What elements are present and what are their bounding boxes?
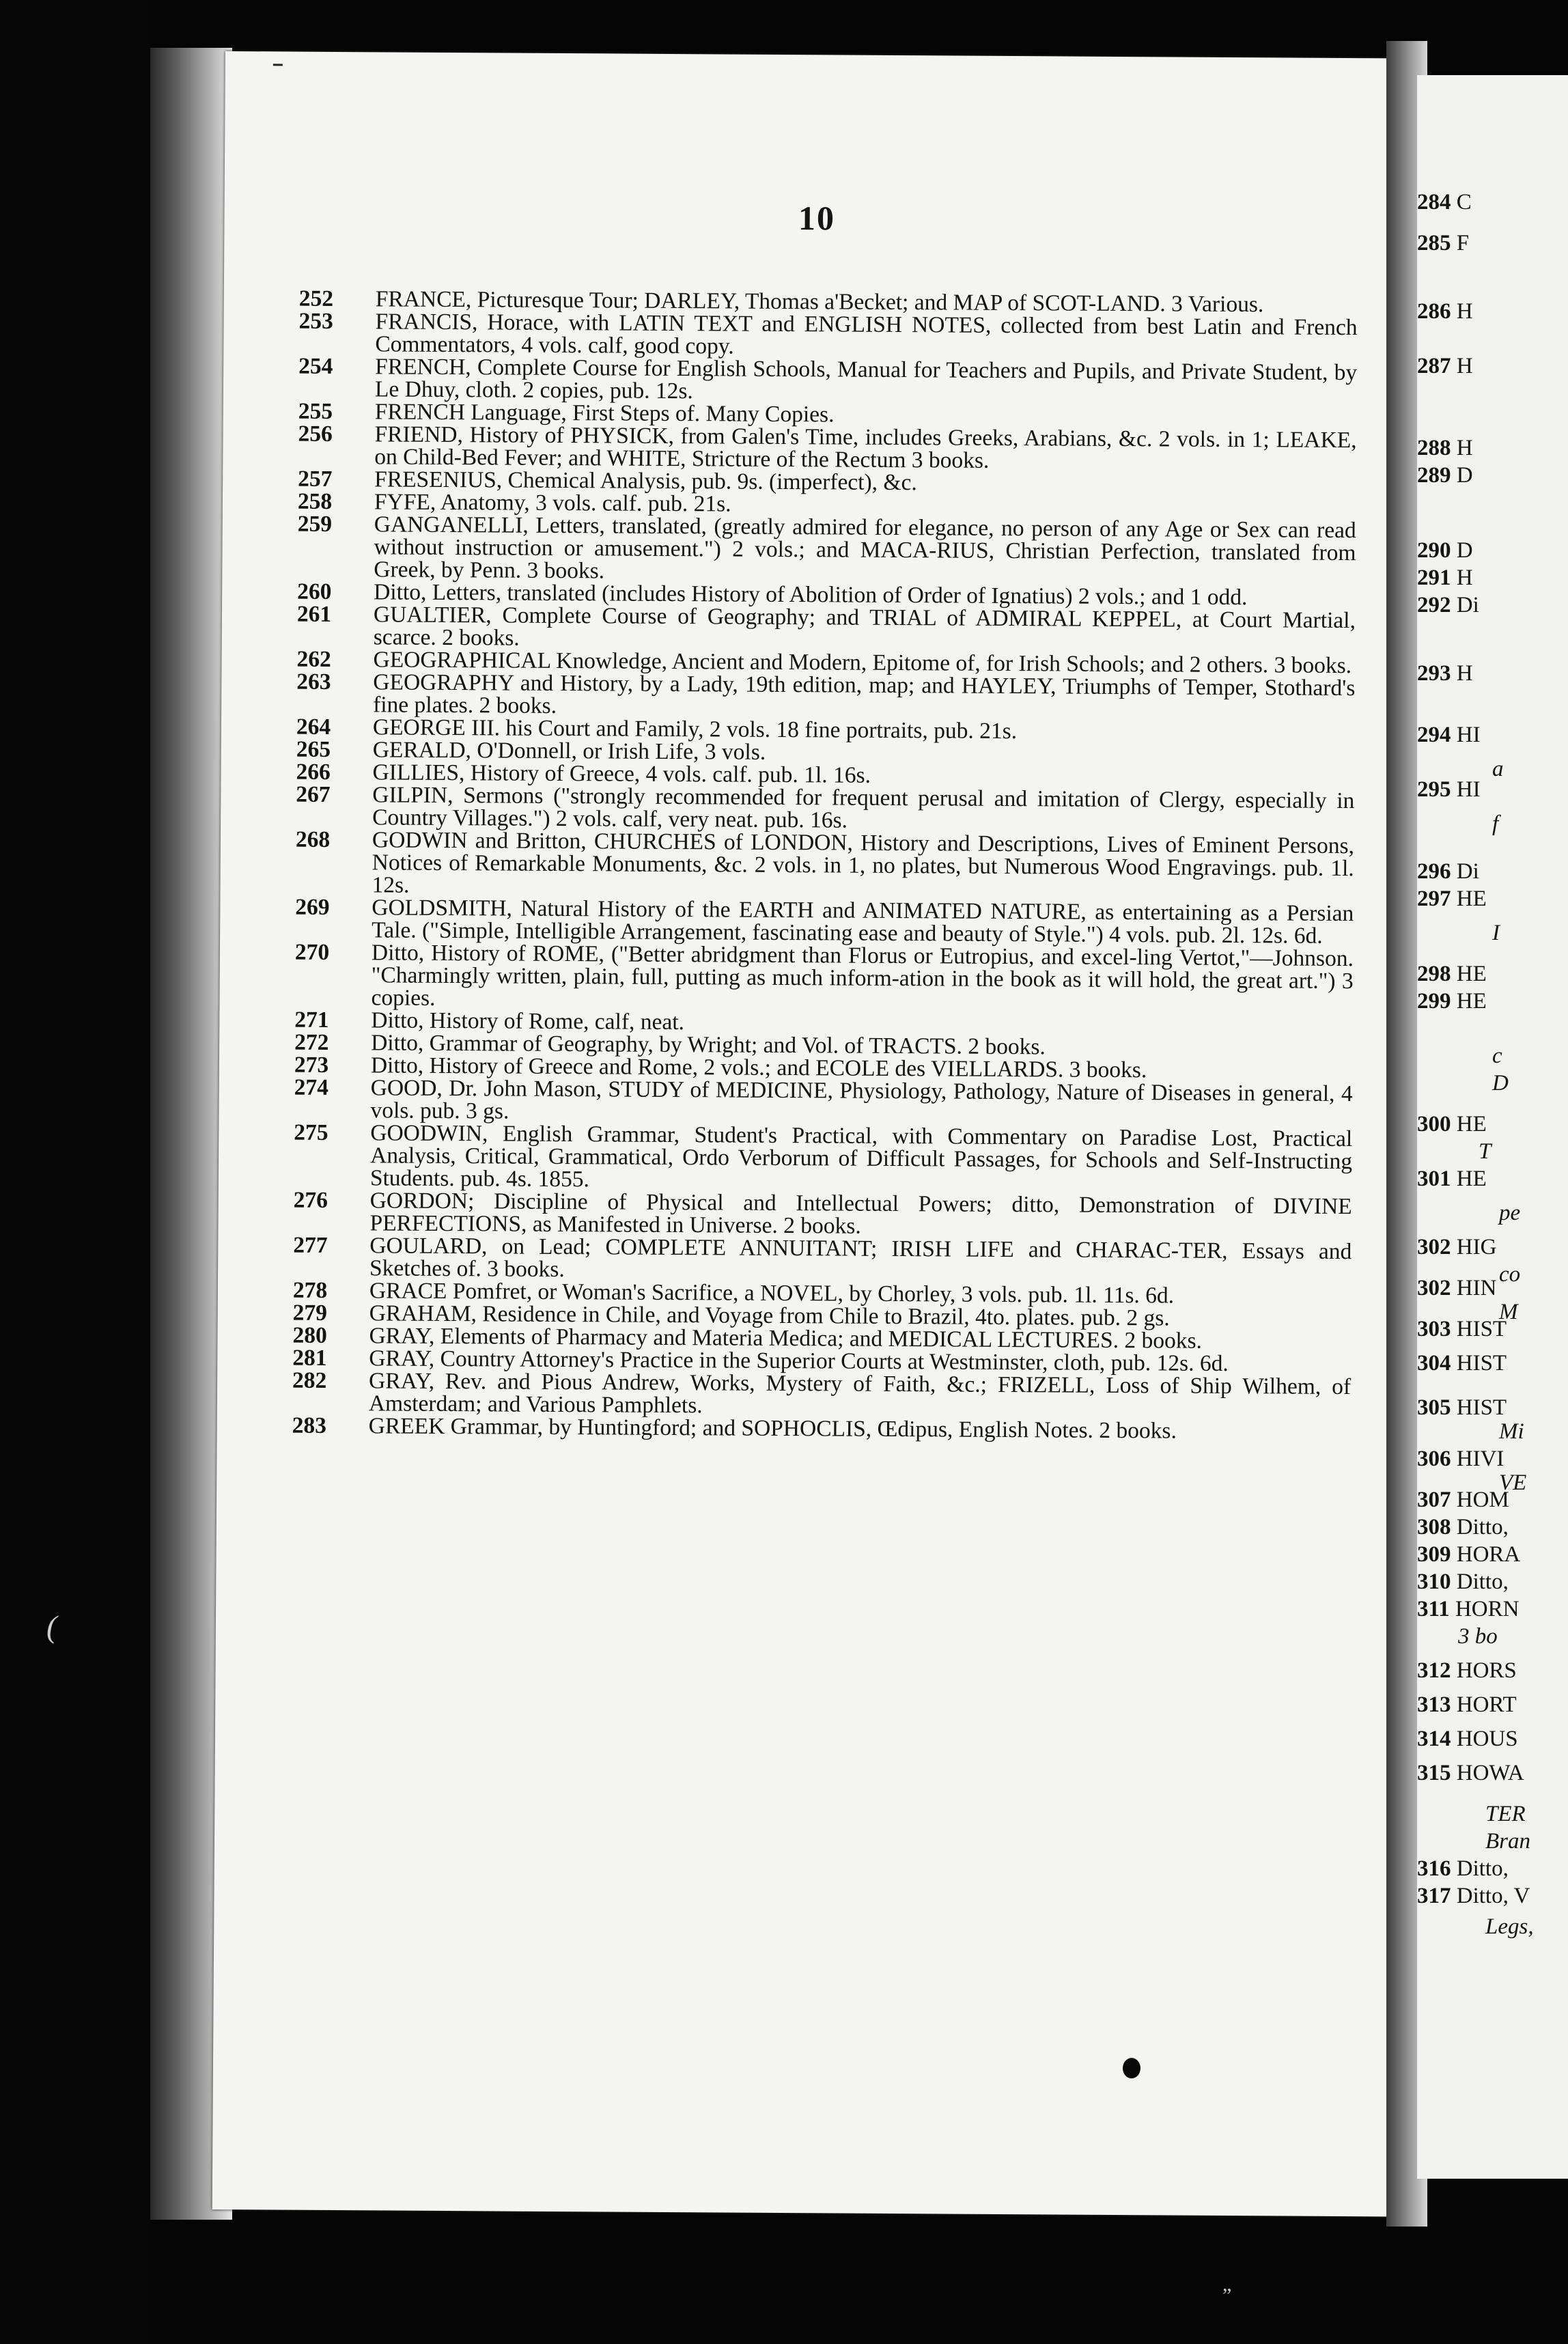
facing-entry-text: Di: [1456, 859, 1479, 884]
entry-text: GRAY, Elements of Pharmacy and Materia Medica; and MEDICAL LECTURES. 2 books.: [369, 1323, 1203, 1354]
facing-continuation-fragment: a: [1492, 757, 1504, 781]
facing-entry-number: 298: [1417, 962, 1451, 986]
entry-number: 281: [292, 1345, 327, 1371]
facing-entry: [1417, 540, 1473, 562]
facing-entry-number: 304: [1417, 1351, 1451, 1376]
entry-number: 254: [298, 353, 333, 379]
facing-entry-text: Ditto,: [1456, 1569, 1509, 1594]
entry-text: Ditto, History of Greece and Rome, 2 vols.; and ECOLE des VIELLARDS. 3 books.: [370, 1052, 1147, 1083]
facing-entry-number: 309: [1417, 1542, 1451, 1567]
catalogue-entry: [296, 783, 1354, 835]
catalogue-entry: [297, 513, 1356, 587]
facing-entry-text: HIST: [1456, 1317, 1507, 1341]
facing-entry: [1417, 1762, 1524, 1785]
entry-number: 279: [292, 1300, 328, 1326]
facing-continuation-fragment: f: [1492, 811, 1499, 836]
facing-page-fragment: [1417, 75, 1568, 2179]
facing-entry: [1417, 1277, 1496, 1300]
facing-entry: [1417, 437, 1473, 460]
facing-entry: [1417, 1236, 1496, 1259]
entry-number: 270: [294, 939, 330, 965]
facing-entry-text: F: [1456, 231, 1470, 255]
entry-number: 271: [294, 1007, 329, 1033]
facing-entry: [1417, 1885, 1530, 1908]
facing-entry: [1417, 594, 1479, 617]
facing-entry: [1417, 1694, 1517, 1716]
facing-continuation-fragment: Mi: [1499, 1419, 1524, 1444]
facing-entry: [1417, 191, 1472, 214]
facing-entry-number: 295: [1417, 777, 1451, 802]
entry-number: 273: [294, 1052, 329, 1078]
entry-number: 268: [295, 826, 331, 852]
facing-entry: [1417, 724, 1481, 747]
facing-entry: [1417, 1598, 1519, 1621]
facing-entry-number: 287: [1417, 354, 1451, 378]
catalogue-entry: [298, 355, 1357, 406]
entry-text: GODWIN and Britton, CHURCHES of LONDON, History and Descriptions, Lives of Eminent Persons, Notices of Remarkable Monuments, &c. 2 vols. in 1, no plates, but Numerous Wood Engravings. pub. 1l. 12s.: [372, 827, 1355, 898]
entry-number: 272: [294, 1029, 329, 1055]
entry-text: GUALTIER, Complete Course of Geography; and TRIAL of ADMIRAL KEPPEL, at Court Martial, scarce. 2 books.: [373, 602, 1356, 651]
facing-entry-number: 308: [1417, 1515, 1451, 1539]
catalogue-entry: [293, 1234, 1352, 1285]
facing-entry-number: 317: [1417, 1884, 1451, 1908]
catalogue-entry: [294, 1121, 1353, 1195]
entry-number: 283: [292, 1412, 327, 1438]
facing-entry-number: 288: [1417, 436, 1451, 460]
entry-number: 261: [296, 601, 332, 627]
facing-entry: [1417, 567, 1473, 589]
facing-entry-text: Ditto,: [1456, 1515, 1509, 1539]
entry-number: 269: [295, 894, 330, 920]
entry-text: FYFE, Anatomy, 3 vols. calf. pub. 21s.: [374, 489, 731, 517]
facing-entry-text: HI: [1456, 777, 1481, 802]
entry-text: GRAHAM, Residence in Chile, and Voyage from Chile to Brazil, 4to. plates. pub. 2 gs.: [369, 1300, 1170, 1331]
facing-entry-text: H: [1456, 436, 1473, 460]
facing-entry: [1417, 888, 1487, 910]
facing-entry: [1417, 464, 1473, 487]
entry-number: 275: [294, 1119, 328, 1145]
entry-text: GOOD, Dr. John Mason, STUDY of MEDICINE, Physiology, Pathology, Nature of Diseases in general, 4 vols. pub. 3 gs.: [370, 1075, 1353, 1124]
entry-number: 263: [296, 669, 331, 695]
facing-entry: [1417, 779, 1481, 801]
facing-entry-text: HIVI: [1456, 1447, 1504, 1471]
facing-entry-number: 312: [1417, 1658, 1451, 1683]
catalogue-entry: [293, 1189, 1352, 1240]
facing-entry: [1417, 1728, 1518, 1750]
facing-continuation-fragment: M: [1499, 1300, 1518, 1324]
entry-text: FRESENIUS, Chemical Analysis, pub. 9s. (imperfect), &c.: [374, 466, 917, 496]
facing-entry: [1417, 1571, 1509, 1593]
entry-number: 278: [292, 1277, 328, 1303]
facing-entry-number: 291: [1417, 566, 1451, 590]
facing-entry-text: HOWA: [1456, 1761, 1524, 1785]
catalogue-entry: [298, 310, 1357, 361]
page-corner-mark: [273, 64, 283, 66]
facing-continuation-fragment: VE: [1499, 1470, 1527, 1495]
entry-text: GERALD, O'Donnell, or Irish Life, 3 vols.: [372, 737, 766, 765]
facing-entry: [1417, 1113, 1487, 1136]
entry-text: Ditto, History of Rome, calf, neat.: [371, 1007, 685, 1035]
entry-text: FRANCIS, Horace, with LATIN TEXT and ENGLISH NOTES, collected from best Latin and French Commentators, 4 vols. calf, good copy.: [375, 309, 1358, 359]
entry-text: GEORGE III. his Court and Family, 2 vols. 18 fine portraits, pub. 21s.: [372, 714, 1018, 744]
entry-text: GOULARD, on Lead; COMPLETE ANNUITANT; IRISH LIFE and CHARAC-TER, Essays and Sketches of. 3 books.: [369, 1233, 1352, 1283]
facing-entry-text: D: [1456, 463, 1473, 488]
facing-entry-number: 303: [1417, 1317, 1451, 1341]
facing-entry-number: 289: [1417, 463, 1451, 488]
facing-continuation-fragment: Bran: [1485, 1829, 1530, 1854]
facing-entry: [1417, 301, 1473, 323]
facing-entry-text: HIG: [1456, 1235, 1497, 1259]
facing-entry-text: HE: [1456, 1167, 1487, 1191]
facing-entry-number: 307: [1417, 1488, 1451, 1512]
entry-number: 257: [298, 466, 333, 492]
facing-entry-text: H: [1456, 566, 1473, 590]
facing-entry-text: HORT: [1456, 1692, 1517, 1717]
facing-entry-number: 314: [1417, 1727, 1451, 1751]
facing-entry-number: 292: [1417, 593, 1451, 617]
facing-continuation-fragment: Legs,: [1485, 1914, 1534, 1939]
facing-entry: [1417, 232, 1469, 255]
facing-entry: [1417, 1352, 1507, 1375]
facing-entry-text: HE: [1456, 989, 1487, 1014]
facing-entry: [1417, 1858, 1509, 1880]
facing-entry-number: 310: [1417, 1569, 1451, 1594]
facing-entry-number: 300: [1417, 1112, 1451, 1136]
facing-entry: [1417, 662, 1473, 685]
catalogue-page: [212, 51, 1410, 2217]
facing-entry-number: 297: [1417, 887, 1451, 911]
facing-entry-number: 305: [1417, 1395, 1451, 1420]
entry-text: GOODWIN, English Grammar, Student's Practical, with Commentary on Paradise Lost, Practical Analysis, Critical, Grammatical, Ordo Verborum of Difficult Passages, for Schools and Self-Instructing Students. pub. 4s. 1855.: [369, 1120, 1353, 1192]
facing-entry-number: 302: [1417, 1276, 1451, 1300]
entry-text: FRENCH, Complete Course for English Schools, Manual for Teachers and Pupils, and Private Student, by Le Dhuy, cloth. 2 copies, pub. 12s.: [374, 354, 1358, 404]
entry-text: FRIEND, History of PHYSICK, from Galen's Time, includes Greeks, Arabians, &c. 2 vols. in 1; LEAKE, on Child-Bed Fever; and WHITE, Stricture of the Rectum 3 books.: [374, 421, 1357, 473]
catalogue-entry: [296, 671, 1355, 722]
entry-text: GORDON; Discipline of Physical and Intellectual Powers; ditto, Demonstration of DIVINE PERFECTIONS, as Manifested in Universe. 2 books.: [369, 1188, 1352, 1239]
facing-entry-text: H: [1456, 354, 1473, 378]
facing-entry: [1417, 1448, 1504, 1470]
facing-entry-text: HI: [1456, 723, 1481, 747]
facing-entry: [1417, 861, 1479, 883]
facing-continuation-fragment: D: [1492, 1071, 1509, 1096]
entry-number: 280: [292, 1322, 327, 1348]
entry-number: 255: [298, 398, 333, 424]
facing-entry: [1417, 1544, 1520, 1566]
catalogue-entry: [298, 423, 1356, 474]
facing-entry-text: HE: [1456, 887, 1487, 911]
facing-continuation-fragment: I: [1492, 921, 1500, 945]
entry-number: 274: [294, 1074, 329, 1100]
entry-number: 267: [296, 781, 331, 807]
entry-text: GRAY, Country Attorney's Practice in the Superior Courts at Westminster, cloth, pub. 12s. 6d.: [369, 1345, 1229, 1377]
facing-entry-text: Di: [1456, 593, 1479, 617]
entry-number: 266: [296, 759, 331, 785]
entry-number: 253: [298, 308, 333, 334]
facing-continuation-fragment: pe: [1499, 1201, 1521, 1225]
scan-border-left: [0, 0, 150, 2344]
facing-entry: [1417, 1660, 1517, 1682]
facing-entry-text: Ditto, V: [1456, 1884, 1530, 1908]
facing-entry-text: HIST: [1456, 1395, 1507, 1420]
facing-entry-number: 284: [1417, 190, 1451, 214]
facing-entry-number: 296: [1417, 859, 1451, 884]
entry-text: GANGANELLI, Letters, translated, (greatly admired for elegance, no person of any Age or Sex can read without instruction or amusement.") 2 vols.; and MACA-RIUS, Christian Perfection, translated from Greek, by Penn. 3 books.: [374, 512, 1356, 584]
facing-entry-number: 301: [1417, 1167, 1451, 1191]
entry-text: GILLIES, History of Greece, 4 vols. calf. pub. 1l. 16s.: [372, 759, 871, 788]
facing-entry: [1417, 1318, 1507, 1341]
facing-continuation-fragment: c: [1492, 1044, 1502, 1068]
facing-entry-number: 286: [1417, 299, 1451, 324]
facing-entry-number: 290: [1417, 538, 1451, 563]
entry-text: GREEK Grammar, by Huntingford; and SOPHOCLIS, Œdipus, English Notes. 2 books.: [368, 1413, 1177, 1444]
page-number: 10: [798, 199, 836, 238]
margin-pencil-mark: (: [46, 1609, 57, 1644]
facing-entry-text: C: [1456, 190, 1472, 214]
entry-text: FRENCH Language, First Steps of. Many Copies.: [374, 399, 835, 428]
catalogue-entry: [292, 1369, 1351, 1421]
facing-entry-text: HORA: [1456, 1542, 1521, 1567]
catalogue-entries: [292, 285, 1358, 1444]
facing-entry-number: 311: [1417, 1597, 1450, 1621]
facing-entry-number: 315: [1417, 1761, 1451, 1785]
facing-entry-number: 299: [1417, 989, 1451, 1014]
facing-entry: [1417, 1397, 1507, 1419]
entry-text: GILPIN, Sermons ("strongly recommended for frequent perusal and imitation of Clergy, especially in Country Villages.") 2 vols. calf, very neat. pub. 16s.: [372, 782, 1355, 833]
facing-continuation-fragment: T: [1479, 1139, 1492, 1164]
margin-pencil-mark-small: „: [1222, 2273, 1232, 2296]
facing-continuation-fragment: TER: [1485, 1802, 1526, 1826]
facing-entry-number: 294: [1417, 723, 1451, 747]
entry-number: 265: [296, 736, 331, 762]
entry-number: 264: [296, 714, 331, 740]
facing-entry-number: 313: [1417, 1692, 1451, 1717]
facing-entry-text: Ditto,: [1456, 1856, 1509, 1881]
catalogue-entry: [295, 896, 1354, 947]
entry-number: 259: [297, 511, 333, 537]
facing-entry: [1417, 1516, 1509, 1539]
catalogue-entry: [294, 941, 1354, 1015]
facing-entry-text: HIN: [1456, 1276, 1497, 1300]
entry-text: FRANCE, Picturesque Tour; DARLEY, Thomas a'Becket; and MAP of SCOT-LAND. 3 Various.: [375, 286, 1264, 318]
entry-number: 277: [293, 1232, 328, 1258]
catalogue-entry: [297, 603, 1356, 654]
facing-continuation-fragment: 3 bo: [1458, 1624, 1498, 1649]
entry-text: Ditto, Grammar of Geography, by Wright; and Vol. of TRACTS. 2 books.: [371, 1030, 1046, 1060]
entry-text: Ditto, Letters, translated (includes History of Abolition of Order of Ignatius) 2 vols.; and 1 odd.: [374, 579, 1248, 611]
facing-entry-text: H: [1456, 299, 1473, 324]
facing-entry-text: HE: [1456, 962, 1487, 986]
facing-entry: [1417, 355, 1473, 378]
entry-number: 282: [292, 1367, 327, 1393]
entry-text: Ditto, History of ROME, ("Better abridgment than Florus or Eutropius, and excel-ling Vertot,"—Johnson. "Charmingly written, plain, full, putting as much inform-ation in the book as it will hold, the great art.") 3 copies.: [371, 940, 1354, 1011]
facing-entry-text: HE: [1456, 1112, 1487, 1136]
facing-entry: [1417, 1489, 1509, 1511]
facing-entry-number: 316: [1417, 1856, 1451, 1881]
entry-number: 256: [298, 421, 333, 447]
facing-continuation-fragment: co: [1499, 1262, 1521, 1287]
facing-entry-text: HORN: [1455, 1597, 1520, 1621]
facing-entry-number: 293: [1417, 661, 1451, 686]
entry-number: 258: [297, 488, 333, 514]
facing-entry-text: H: [1456, 661, 1473, 686]
entry-number: 260: [297, 578, 332, 604]
facing-entry-text: HOM: [1456, 1488, 1509, 1512]
entry-number: 276: [293, 1187, 328, 1213]
facing-entry-text: HIST: [1456, 1351, 1507, 1376]
catalogue-entry: [295, 828, 1354, 902]
entry-text: GEOGRAPHICAL Knowledge, Ancient and Modern, Epitome of, for Irish Schools; and 2 others. 3 books.: [373, 647, 1352, 679]
entry-text: GOLDSMITH, Natural History of the EARTH and ANIMATED NATURE, as entertaining as a Persian Tale. ("Simple, Intelligible Arrangement, fascinating ease and beauty of Style.") 4 vols. pub. 2l. 12s. 6d.: [372, 895, 1354, 949]
facing-entry: [1417, 1168, 1487, 1190]
facing-entry: [1417, 963, 1487, 986]
facing-entry-text: HOUS: [1456, 1727, 1518, 1751]
ink-spot: [1123, 2058, 1140, 2078]
entry-number: 252: [298, 285, 334, 311]
facing-entry: [1417, 990, 1487, 1013]
facing-entry-number: 285: [1417, 231, 1451, 255]
facing-entry-number: 306: [1417, 1447, 1451, 1471]
facing-entry-text: D: [1456, 538, 1473, 563]
entry-number: 262: [296, 646, 331, 672]
entry-text: GRACE Pomfret, or Woman's Sacrifice, a NOVEL, by Chorley, 3 vols. pub. 1l. 11s. 6d.: [369, 1278, 1175, 1309]
entry-text: GRAY, Rev. and Pious Andrew, Works, Mystery of Faith, &c.; FRIZELL, Loss of Ship Wilhem, of Amsterdam; and Various Pamphlets.: [368, 1368, 1352, 1419]
facing-entry-text: HORS: [1456, 1658, 1517, 1683]
catalogue-entry: [294, 1076, 1352, 1128]
facing-entry-number: 302: [1417, 1235, 1451, 1259]
entry-text: GEOGRAPHY and History, by a Lady, 19th edition, map; and HAYLEY, Triumphs of Temper, Stothard's fine plates. 2 books.: [373, 669, 1356, 718]
